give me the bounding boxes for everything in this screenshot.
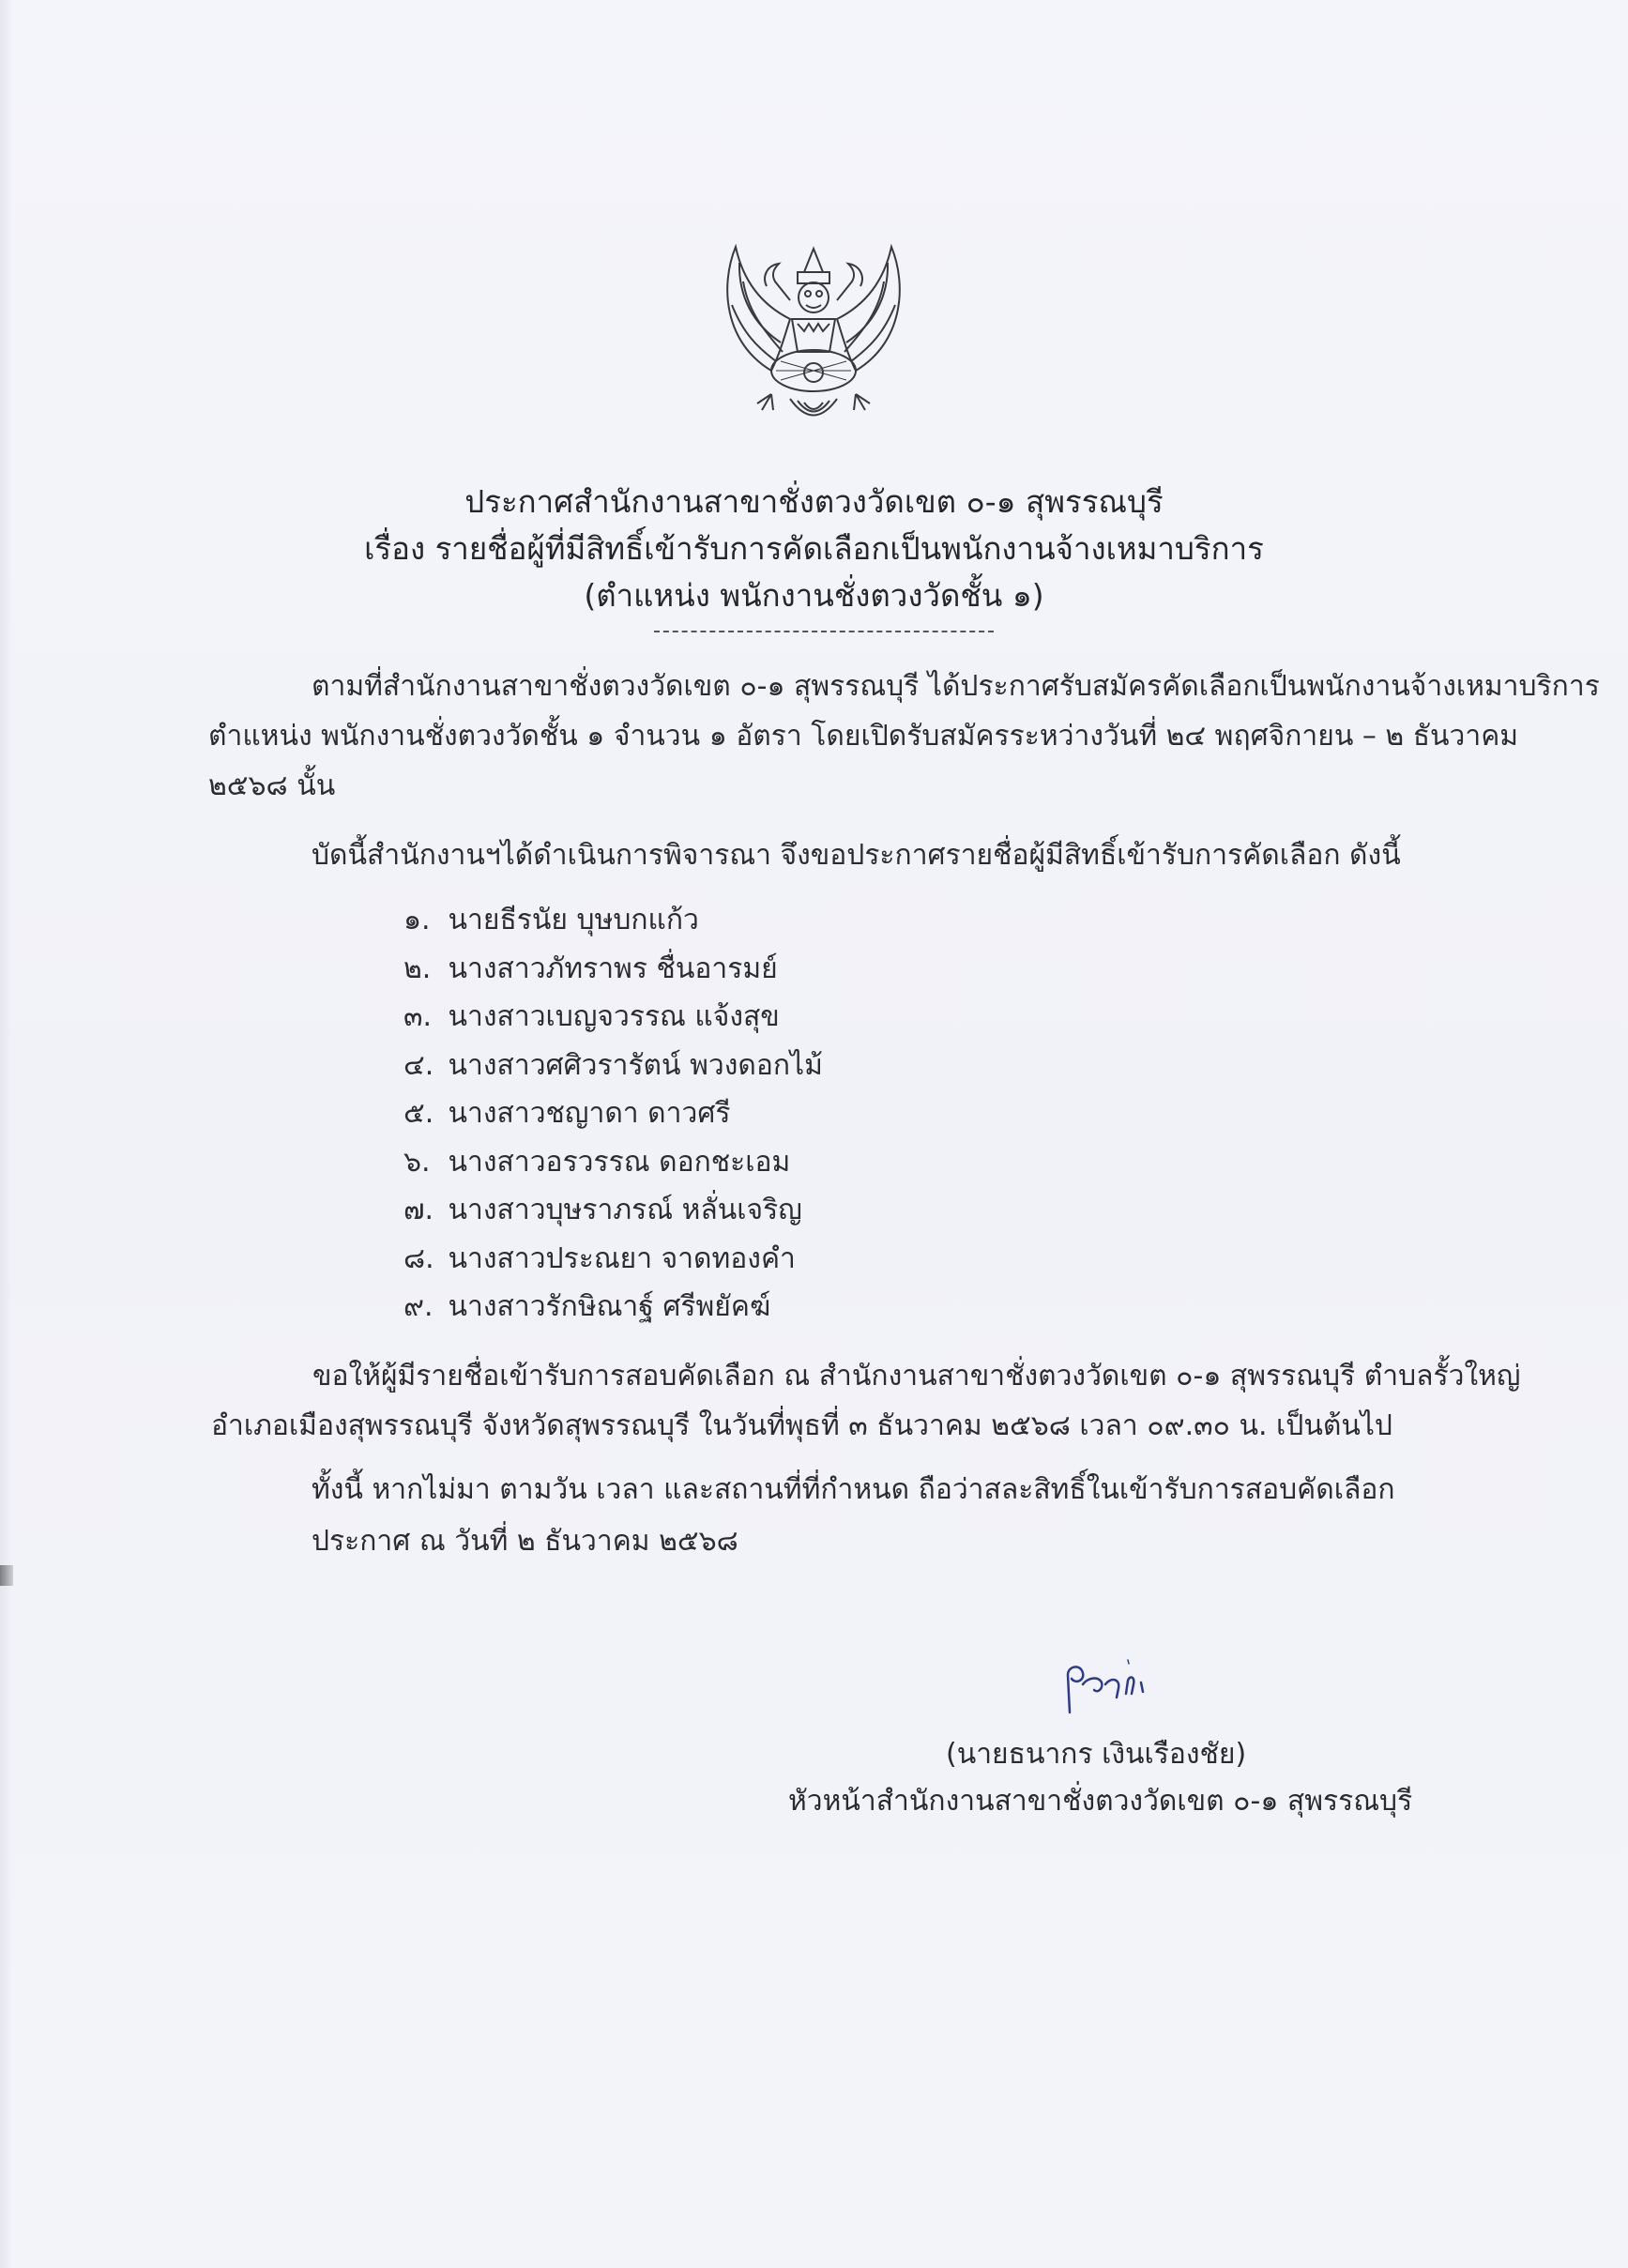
- candidate-name: นางสาวศศิวรารัตน์ พวงดอกไม้: [448, 1048, 823, 1082]
- list-item: [403, 1186, 823, 1235]
- list-number: ๗.: [403, 1194, 434, 1226]
- paragraph-1-line-3: ๒๕๖๘ นั้น: [208, 769, 336, 802]
- title-line-position: (ตำแหน่ง พนักงานชั่งตวงวัดชั้น ๑): [584, 577, 1044, 614]
- list-number: ๙.: [403, 1290, 434, 1323]
- paragraph-1-line-2: ตำแหน่ง พนักงานชั่งตวงวัดชั้น ๑ จำนวน ๑ อัตรา โดยเปิดรับสมัครระหว่างวันที่ ๒๔ พฤศจิกายน – ๒ ธันวาคม: [208, 720, 1519, 753]
- candidate-name: นางสาวประณยา จาดทองคำ: [448, 1241, 796, 1275]
- candidate-name: นางสาวภัทราพร ชื่นอารมย์: [448, 951, 778, 985]
- handwritten-signature-icon: [1051, 1656, 1173, 1722]
- paragraph-3-line-1: ขอให้ผู้มีรายชื่อเข้ารับการสอบคัดเลือก ณ สำนักงานสาขาชั่งตวงวัดเขต ๐-๑ สุพรรณบุรี ตำบลรั้วใหญ่: [312, 1360, 1521, 1393]
- list-item: [403, 896, 823, 945]
- title-divider: [654, 631, 994, 632]
- list-item: [403, 993, 823, 1042]
- candidate-name: นางสาวอรวรรณ ดอกชะเอม: [448, 1145, 791, 1179]
- candidate-name: นางสาวเบญจวรรณ แจ้งสุข: [448, 1000, 780, 1033]
- paragraph-announcement: บัดนี้สำนักงานฯได้ดำเนินการพิจารณา จึงขอประกาศรายชื่อผู้มีสิทธิ์เข้ารับการคัดเลือก ดังนี้: [312, 839, 1401, 872]
- list-number: ๘.: [403, 1241, 434, 1275]
- title-line-1: ประกาศสำนักงานสาขาชั่งตวงวัดเขต ๐-๑ สุพรรณบุรี: [464, 483, 1164, 520]
- list-item: [403, 1138, 823, 1187]
- list-item: [403, 1235, 823, 1284]
- scan-artifact: [0, 1565, 13, 1586]
- list-number: ๕.: [403, 1097, 434, 1130]
- list-number: ๒.: [403, 951, 432, 985]
- list-number: ๓.: [403, 1000, 433, 1033]
- list-item: [403, 1042, 823, 1090]
- scan-left-edge: [0, 0, 11, 2268]
- garuda-emblem-icon: [715, 230, 912, 436]
- candidate-name: นางสาวรักษิณาฐ์ ศรีพยัคฆ์: [448, 1290, 771, 1323]
- candidate-name: นางสาวบุษราภรณ์ หลั่นเจริญ: [448, 1194, 802, 1226]
- candidate-list: [403, 896, 823, 1332]
- list-number: ๖.: [403, 1145, 431, 1179]
- list-item: [403, 1283, 823, 1332]
- paragraph-background: [208, 662, 1600, 811]
- signer-name: (นายธนากร เงินเรืองชัย): [946, 1738, 1247, 1771]
- announcement-title: [0, 479, 1628, 619]
- list-item: [403, 945, 823, 994]
- paragraph-closing: [312, 1464, 1395, 1567]
- forfeit-notice: ทั้งนี้ หากไม่มา ตามวัน เวลา และสถานที่ที่กำหนด ถือว่าสละสิทธิ์ในเข้ารับการสอบคัดเลือก: [312, 1473, 1395, 1506]
- title-line-subject: เรื่อง รายชื่อผู้ที่มีสิทธิ์เข้ารับการคัดเลือกเป็นพนักงานจ้างเหมาบริการ: [364, 530, 1264, 567]
- announcement-date: ประกาศ ณ วันที่ ๒ ธันวาคม ๒๕๖๘: [312, 1525, 738, 1558]
- list-item: [403, 1089, 823, 1138]
- candidate-name: นายธีรนัย บุษบกแก้ว: [448, 904, 699, 936]
- signer-title: หัวหน้าสำนักงานสาขาชั่งตวงวัดเขต ๐-๑ สุพรรณบุรี: [788, 1785, 1413, 1818]
- list-number: ๔.: [403, 1048, 434, 1082]
- paragraph-3-line-2: อำเภอเมืองสุพรรณบุรี จังหวัดสุพรรณบุรี ในวันที่พุธที่ ๓ ธันวาคม ๒๕๖๘ เวลา ๐๙.๓๐ น. เป็นต้นไป: [211, 1409, 1392, 1442]
- list-number: ๑.: [403, 904, 431, 936]
- candidate-name: นางสาวชญาดา ดาวศรี: [448, 1097, 731, 1130]
- paragraph-1-line-1: ตามที่สำนักงานสาขาชั่งตวงวัดเขต ๐-๑ สุพรรณบุรี ได้ประกาศรับสมัครคัดเลือกเป็นพนักงานจ้างเหมาบริการ: [312, 670, 1600, 703]
- paragraph-exam-details: [211, 1351, 1520, 1451]
